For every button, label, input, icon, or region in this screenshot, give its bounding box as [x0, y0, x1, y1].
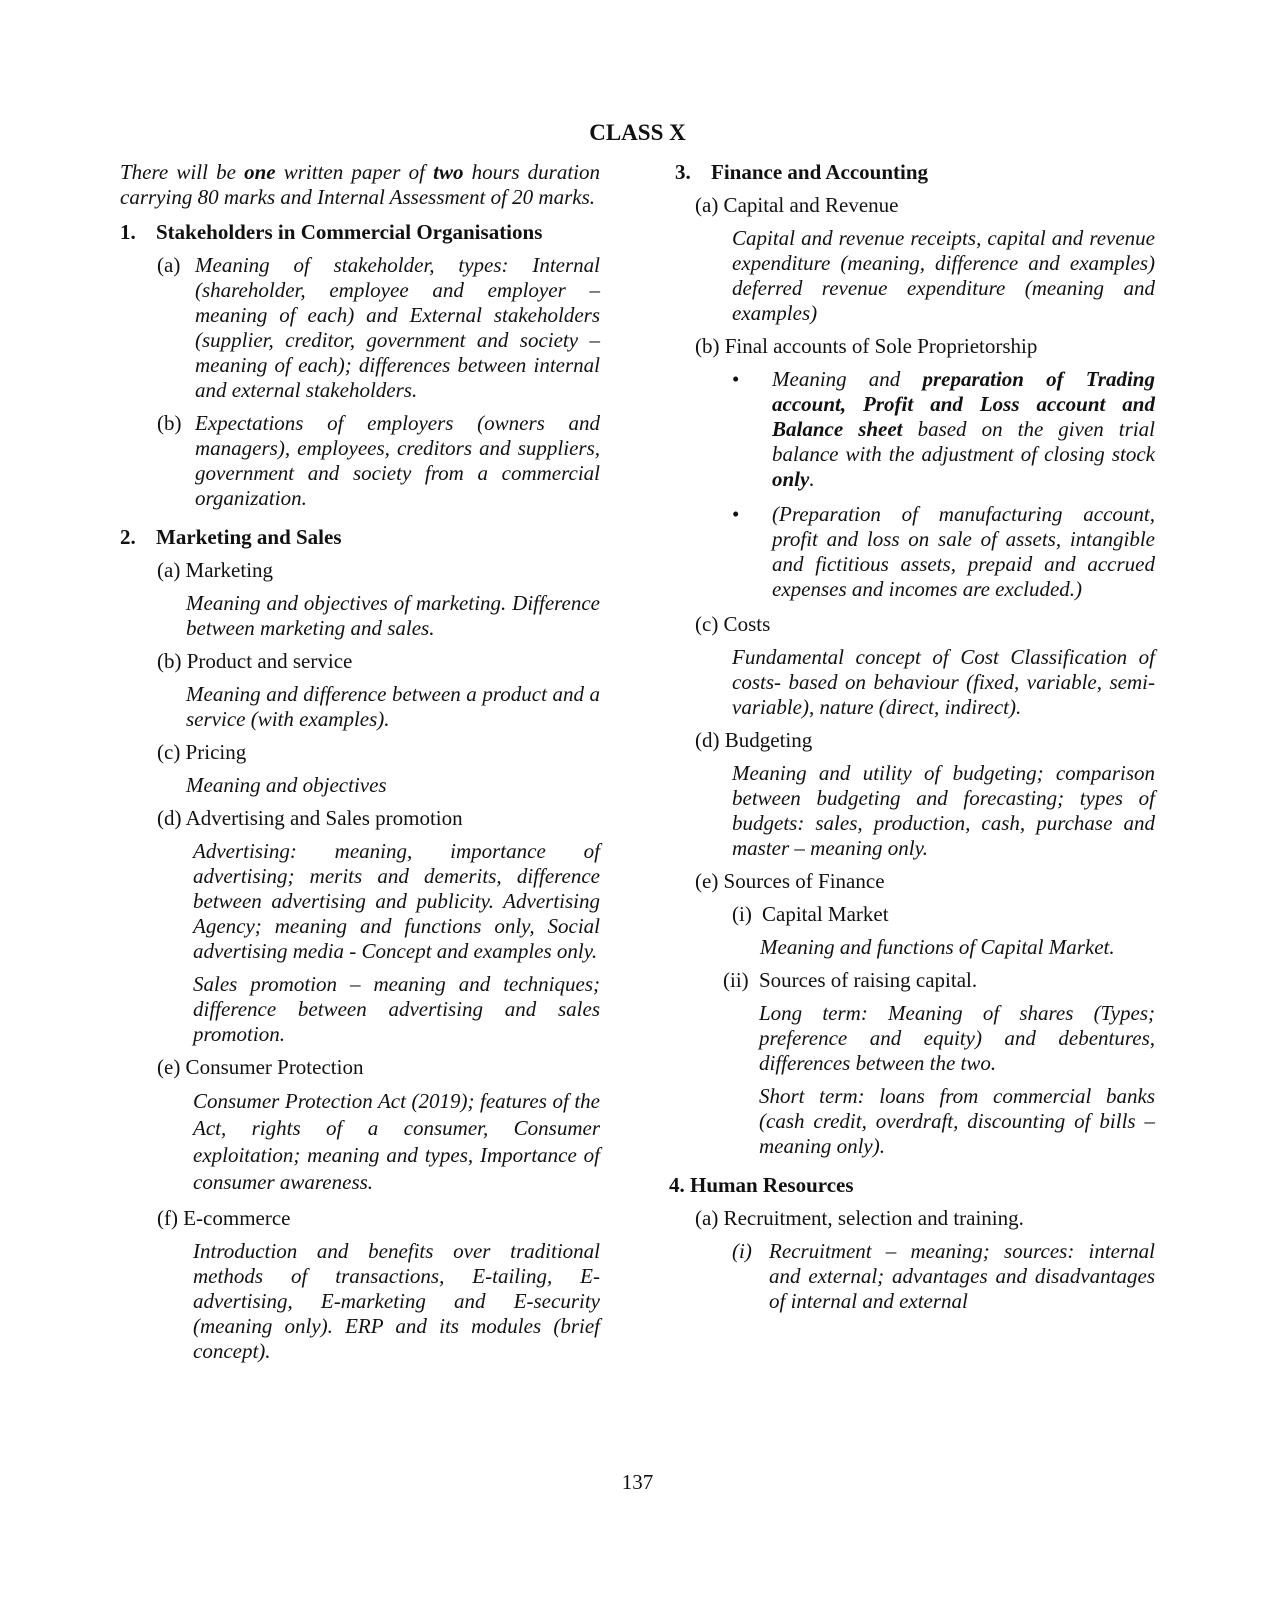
section-2-d-heading: (d) Advertising and Sales promotion	[157, 806, 463, 830]
section-2-b-heading: (b) Product and service	[157, 649, 353, 673]
section-3-b-heading: (b) Final accounts of Sole Proprietorship	[695, 334, 1038, 358]
section-4-a-heading: (a) Recruitment, selection and training.	[695, 1206, 1024, 1230]
bullet-icon: •	[732, 367, 740, 391]
section-3-a-text: Capital and revenue receipts, capital and revenue expenditure (meaning, difference and examples) deferred revenue expenditure (meaning and examples)	[732, 226, 1155, 325]
section-3-e-ii-text-2: Short term: loans from commercial banks (cash credit, overdraft, discounting of bills – meaning only).	[759, 1084, 1155, 1158]
page-title: CLASS X	[589, 120, 686, 145]
section-2-c-heading: (c) Pricing	[157, 740, 247, 764]
section-3-e-i-text: Meaning and functions of Capital Market.	[760, 935, 1115, 959]
section-3-e-heading: (e) Sources of Finance	[695, 869, 885, 893]
right-column	[669, 160, 1155, 1322]
section-3-e-ii-heading: (ii) Sources of raising capital.	[723, 968, 978, 992]
section-3-e-ii-text-1: Long term: Meaning of shares (Types; preference and equity) and debentures, differences between the two.	[759, 1001, 1155, 1075]
section-2-f-heading: (f) E-commerce	[157, 1206, 291, 1230]
section-3-b-bullet-2: • (Preparation of manufacturing account, profit and loss on sale of assets, intangible and fictitious assets, prepaid and accrued expenses and incomes are excluded.)	[732, 502, 1155, 601]
section-2-a-text: Meaning and objectives of marketing. Difference between marketing and sales.	[186, 591, 600, 640]
section-2-c-text: Meaning and objectives	[186, 773, 387, 797]
section-1-item-a: (a) Meaning of stakeholder, types: Internal (shareholder, employee and employer – meaning of each) and External stakeholders (supplier, creditor, government and society – meaning of each); differences between internal and external stakeholders.	[157, 253, 600, 402]
section-2-e-heading: (e) Consumer Protection	[157, 1055, 364, 1079]
bullet-icon: •	[732, 502, 740, 526]
intro-paragraph: There will be one written paper of two hours duration carrying 80 marks and Internal Assessment of 20 marks.	[120, 160, 601, 209]
section-4-a-i: (i) Recruitment – meaning; sources: internal and external; advantages and disadvantages of internal and external	[732, 1239, 1155, 1313]
section-3-c-heading: (c) Costs	[695, 612, 771, 636]
section-3-b-bullet-1: • Meaning and preparation of Trading account, Profit and Loss account and Balance sheet based on the given trial balance with the adjustment of closing stock only.	[732, 367, 1155, 491]
section-3-heading: 3. Finance and Accounting	[675, 160, 929, 184]
page-number: 137	[621, 1470, 654, 1494]
section-3-d-heading: (d) Budgeting	[695, 728, 813, 752]
section-3-e-i-heading: (i) Capital Market	[732, 902, 889, 926]
section-3-d-text: Meaning and utility of budgeting; comparison between budgeting and forecasting; types of budgets: sales, production, cash, purchase and master – meaning only.	[732, 761, 1155, 860]
section-2-e-text: Consumer Protection Act (2019); features of the Act, rights of a consumer, Consumer exploitation; meaning and types, Importance of consumer awareness.	[193, 1089, 600, 1194]
section-1-heading: 1. Stakeholders in Commercial Organisations	[120, 220, 543, 244]
section-1-item-b: (b) Expectations of employers (owners and managers), employees, creditors and suppliers, government and society from a commercial organization.	[157, 411, 600, 510]
section-2-b-text: Meaning and difference between a product and a service (with examples).	[186, 682, 600, 731]
section-2-heading: 2. Marketing and Sales	[120, 525, 342, 549]
left-column	[120, 160, 600, 1372]
section-4-heading: 4. Human Resources	[669, 1173, 854, 1197]
section-2-f-text: Introduction and benefits over traditional methods of transactions, E-tailing, E-advertising, E-marketing and E-security (meaning only). ERP and its modules (brief concept).	[193, 1239, 600, 1363]
section-2-d-text-2: Sales promotion – meaning and techniques; difference between advertising and sales promotion.	[193, 972, 600, 1046]
section-3-a-heading: (a) Capital and Revenue	[695, 193, 899, 217]
section-3-c-text: Fundamental concept of Cost Classification of costs- based on behaviour (fixed, variable, semi-variable), nature (direct, indirect).	[732, 645, 1155, 719]
section-2-d-text-1: Advertising: meaning, importance of advertising; merits and demerits, difference between advertising and publicity. Advertising Agency; meaning and functions only, Social advertising media - Concept and examples only.	[193, 839, 600, 963]
section-2-a-heading: (a) Marketing	[157, 558, 274, 582]
